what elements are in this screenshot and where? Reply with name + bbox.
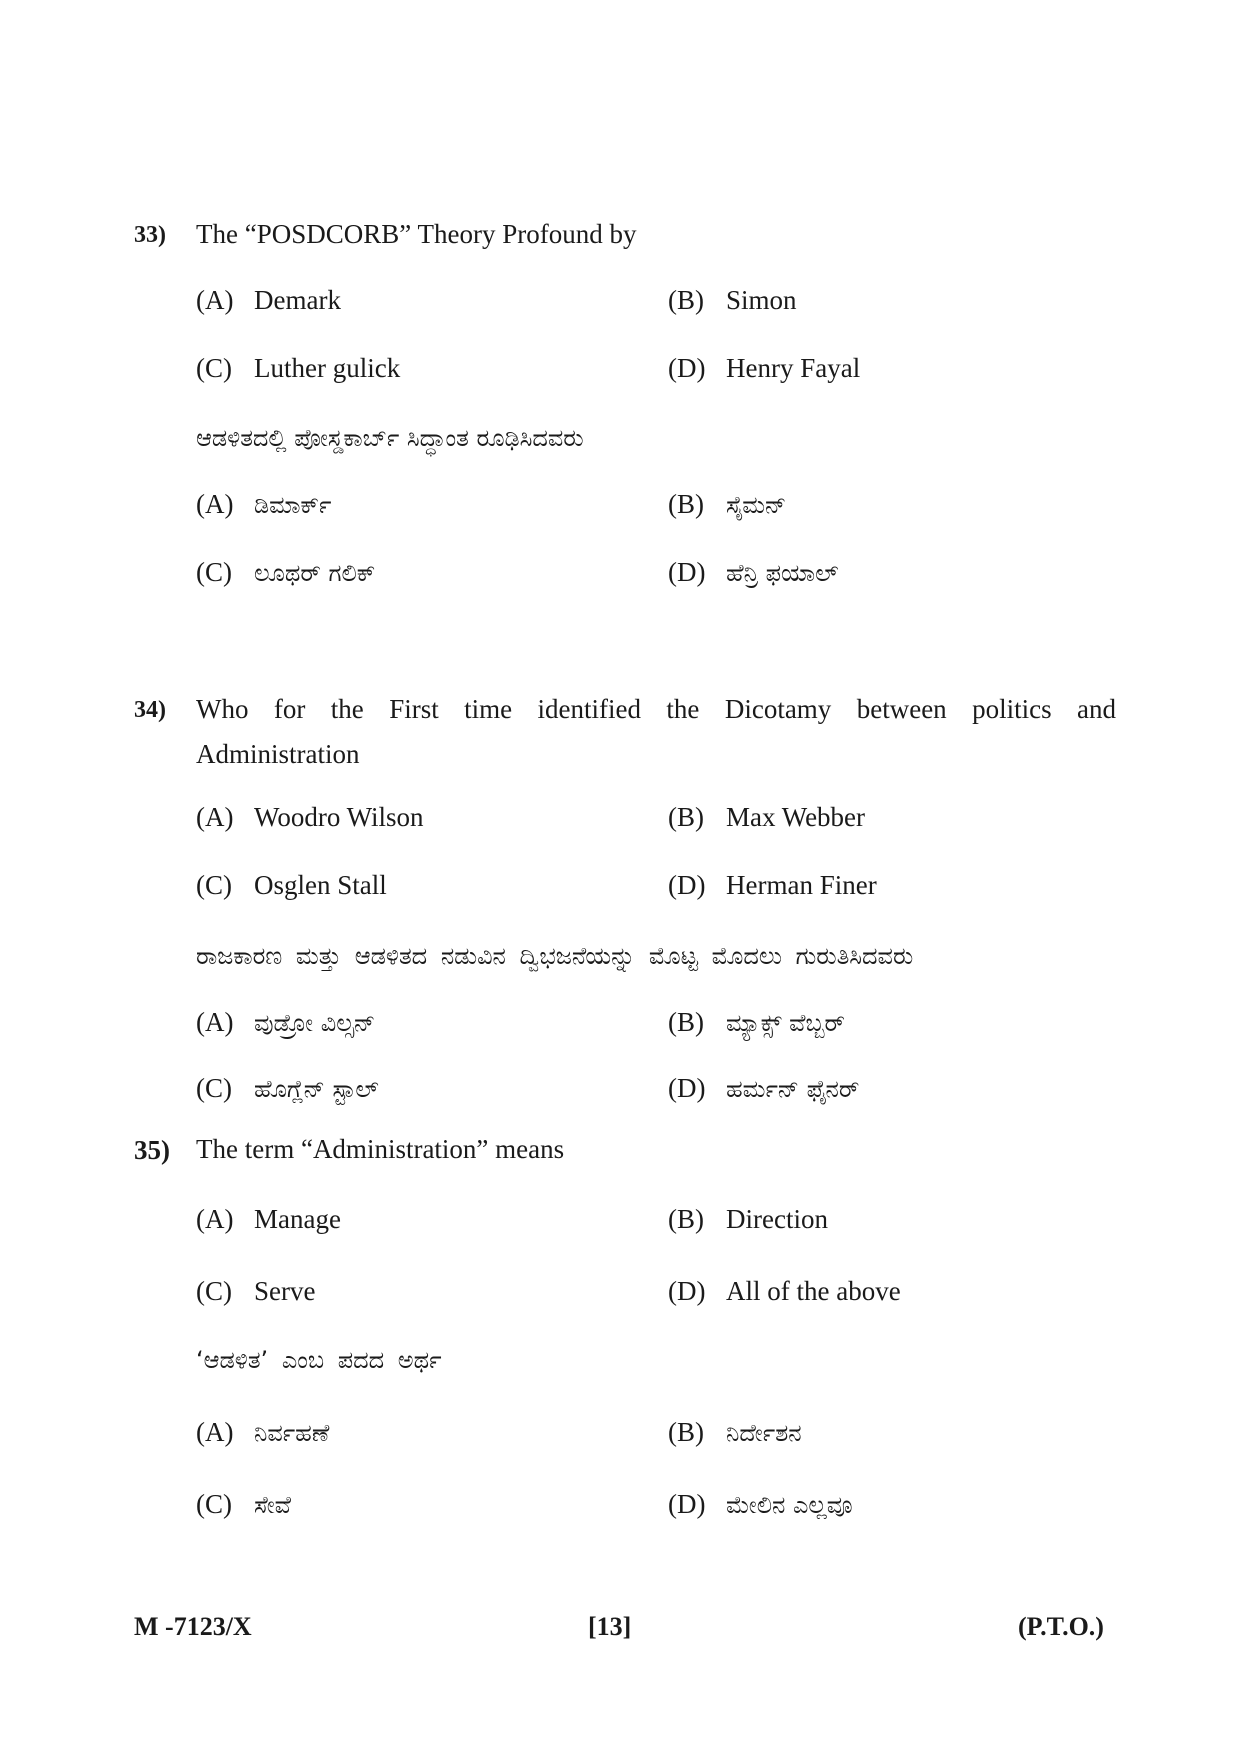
- question-text-kannada: ‘ಆಡಳಿತ’ ಎಂಬ ಪದದ ಅರ್ಥ: [196, 1346, 442, 1374]
- option-c-kannada: (C) ಸೇವೆ: [196, 1489, 291, 1519]
- question-text: Who for the First time identified the Dicotamy between politics and Administration: [196, 694, 1116, 769]
- option-b-kannada: (B) ನಿರ್ದೇಶನ: [668, 1417, 802, 1447]
- option-a-kannada: (A) ಡಿಮಾರ್ಕ್: [196, 489, 332, 519]
- question-number: 35): [134, 1135, 170, 1165]
- question-text: The term “Administration” means: [196, 1134, 565, 1164]
- option-c: (C) Luther gulick: [196, 353, 401, 383]
- option-b: (B) Direction: [668, 1204, 828, 1234]
- option-b: (B) Simon: [668, 285, 797, 315]
- option-b-kannada: (B) ಸೈಮನ್: [668, 489, 787, 519]
- option-d-kannada: (D) ಹೆನ್ರಿ ಫಯಾಲ್: [668, 557, 839, 587]
- option-d: (D) All of the above: [668, 1276, 901, 1306]
- option-b-kannada: (B) ಮ್ಯಾಕ್ಸ್ ವೆಬ್ಬರ್: [668, 1007, 845, 1037]
- option-a-kannada: (A) ವುಡ್ರೋ ವಿಲ್ಸನ್: [196, 1007, 376, 1037]
- question-text-kannada: ಆಡಳಿತದಲ್ಲಿ ಪೋಸ್ಡಕಾರ್ಬ್ ಸಿದ್ಧಾಂತ ರೂಢಿಸಿದವರು: [196, 424, 584, 452]
- option-c: (C) Osglen Stall: [196, 870, 387, 900]
- page-number: [13]: [588, 1612, 632, 1641]
- option-d-kannada: (D) ಹರ್ಮನ್ ಫೈನರ್: [668, 1073, 860, 1103]
- paper-code: M -7123/X: [134, 1612, 252, 1641]
- question-number: 34): [134, 697, 166, 723]
- question-number: 33): [134, 222, 166, 248]
- option-c: (C) Serve: [196, 1276, 316, 1306]
- option-c-kannada: (C) ಹೊಗ್ಲೆನ್ ಸ್ಟಾಲ್: [196, 1073, 379, 1103]
- option-a-kannada: (A) ನಿರ್ವಹಣೆ: [196, 1417, 330, 1447]
- option-c-kannada: (C) ಲೂಥರ್ ಗಲಿಕ್: [196, 557, 376, 587]
- pto-note: (P.T.O.): [1018, 1612, 1104, 1641]
- option-a: (A) Woodro Wilson: [196, 802, 424, 832]
- option-b: (B) Max Webber: [668, 802, 866, 832]
- option-a: (A) Manage: [196, 1204, 341, 1234]
- question-text-kannada: ರಾಜಕಾರಣ ಮತ್ತು ಆಡಳಿತದ ನಡುವಿನ ದ್ವಿಭಜನೆಯನ್ನು ಮೊಟ್ಟ ಮೊದಲು ಗುರುತಿಸಿದವರು: [196, 942, 914, 970]
- question-text: The “POSDCORB” Theory Profound by: [196, 219, 637, 249]
- option-d: (D) Herman Finer: [668, 870, 877, 900]
- option-d-kannada: (D) ಮೇಲಿನ ಎಲ್ಲವೂ: [668, 1489, 853, 1519]
- option-d: (D) Henry Fayal: [668, 353, 861, 383]
- option-a: (A) Demark: [196, 285, 341, 315]
